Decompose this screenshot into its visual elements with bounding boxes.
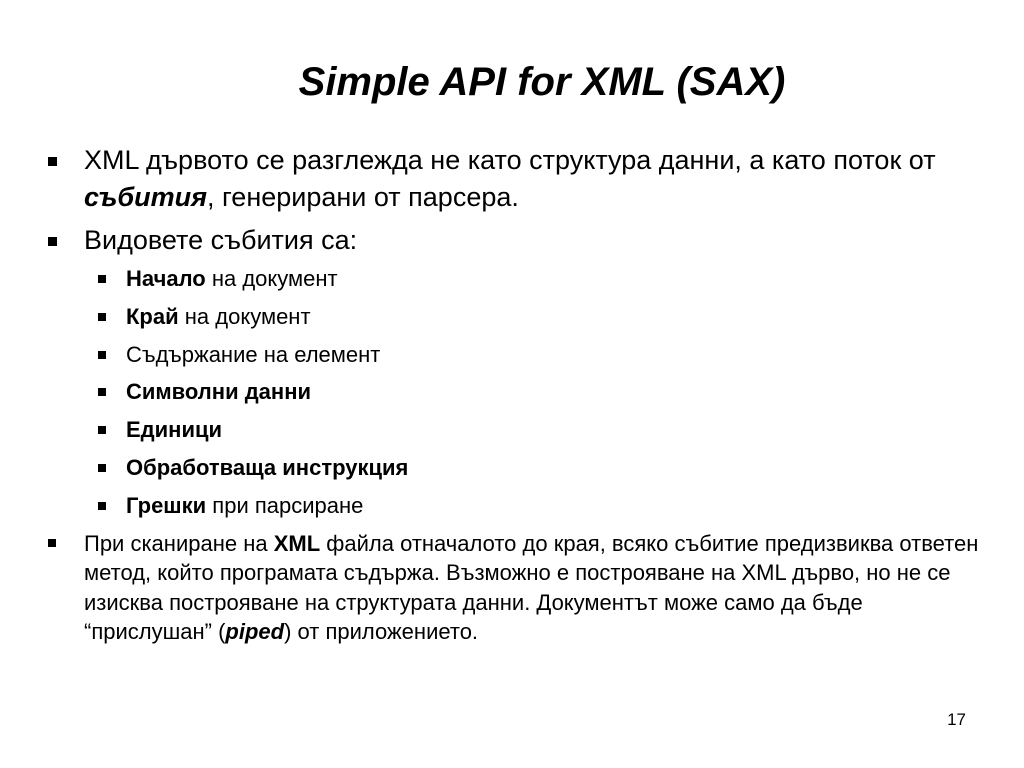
- bullet-marker: [98, 275, 106, 283]
- event-item: [96, 377, 984, 407]
- event-item: [96, 415, 984, 445]
- event-rest: Съдържание на елемент: [126, 341, 381, 367]
- event-bold: Начало: [126, 266, 206, 291]
- bullet-text: [84, 529, 984, 647]
- bullet-scanning: [44, 529, 984, 647]
- event-rest: на документ: [205, 266, 338, 291]
- bullet-marker: [48, 157, 57, 166]
- event-rest: на документ: [178, 303, 311, 329]
- bullet-marker: [98, 464, 106, 472]
- bullet-marker: [48, 539, 56, 547]
- bullet-marker: [98, 426, 106, 434]
- bullet-marker: [98, 313, 106, 321]
- bullet-event-types: [44, 222, 984, 259]
- emphasis-events: събития: [84, 182, 208, 212]
- bullet-marker: [98, 502, 106, 510]
- bullet-marker: [98, 388, 106, 396]
- event-item: [96, 302, 984, 332]
- text-segment: файла отначалото до края, всяко събитие предизвиква ответен метод, който програмата съдържа. Възможно е построяване на XML дърво, но не се изисква построяване на структурата данни. Документът може само да бъде “прислушан” (: [84, 530, 979, 645]
- slide-body: [44, 142, 984, 647]
- text-segment: При сканиране на: [84, 530, 274, 556]
- text-segment: ) от приложението.: [284, 619, 479, 645]
- bullet-text: [84, 142, 984, 216]
- event-item: [96, 491, 984, 521]
- event-item: [96, 340, 984, 370]
- event-bold: Край: [126, 303, 179, 329]
- bullet-xml-tree: [44, 142, 984, 216]
- event-list: [96, 264, 984, 521]
- event-item: [96, 264, 984, 294]
- bullet-text: Видовете събития са:: [84, 225, 358, 255]
- event-item: [96, 453, 984, 483]
- event-bold: Единици: [126, 417, 223, 443]
- text-segment: XML дървото се разглежда не като структура данни, а като поток от: [84, 145, 936, 175]
- slide-title: Simple API for XML (SAX): [298, 60, 786, 104]
- event-bold: Грешки: [126, 492, 207, 518]
- bold-xml: XML: [273, 530, 321, 556]
- text-segment: , генерирани от парсера.: [207, 182, 519, 212]
- emphasis-piped: piped: [225, 619, 285, 645]
- bullet-marker: [98, 351, 106, 359]
- event-rest: при парсиране: [206, 492, 364, 518]
- event-bold: Символни данни: [126, 379, 312, 405]
- page-number: 17: [947, 710, 966, 729]
- event-bold: Обработваща инструкция: [126, 454, 409, 480]
- bullet-marker: [48, 237, 57, 246]
